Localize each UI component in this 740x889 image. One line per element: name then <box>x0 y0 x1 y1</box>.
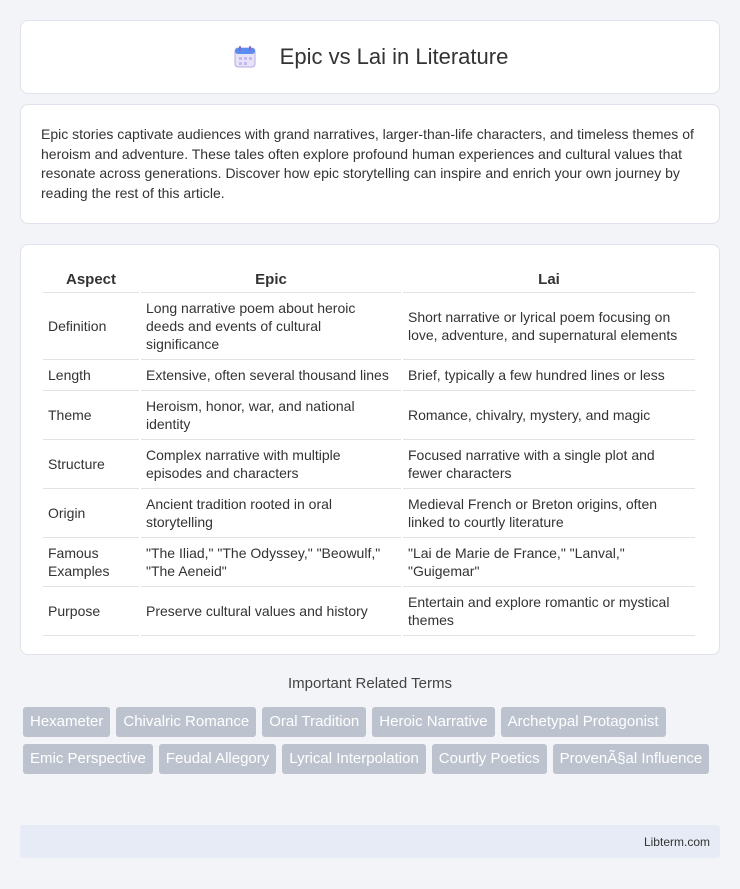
tag-lyrical-interpolation[interactable]: Lyrical Interpolation <box>282 744 426 774</box>
cell-lai: "Lai de Marie de France," "Lanval," "Guigemar" <box>403 538 695 587</box>
tag-feudal-allegory[interactable]: Feudal Allegory <box>159 744 276 774</box>
table-row <box>43 391 695 440</box>
related-terms-list <box>23 707 723 781</box>
cell-epic: Ancient tradition rooted in oral storytelling <box>141 489 401 538</box>
cell-lai: Brief, typically a few hundred lines or less <box>403 360 695 391</box>
header-aspect: Aspect <box>43 263 139 293</box>
tag-archetypal-protagonist[interactable]: Archetypal Protagonist <box>501 707 666 737</box>
tag-provencal-influence[interactable]: ProvenÃ§al Influence <box>553 744 710 774</box>
tag-emic-perspective[interactable]: Emic Perspective <box>23 744 153 774</box>
page-title: Epic vs Lai in Literature <box>279 44 509 69</box>
tag-heroic-narrative[interactable]: Heroic Narrative <box>372 707 494 737</box>
cell-epic: Long narrative poem about heroic deeds and events of cultural significance <box>141 293 401 360</box>
cell-aspect: Length <box>43 360 139 391</box>
table-row <box>43 587 695 636</box>
footer-site-link[interactable]: Libterm.com <box>643 835 710 849</box>
cell-lai: Romance, chivalry, mystery, and magic <box>403 391 695 440</box>
header-epic: Epic <box>141 263 401 293</box>
cell-lai: Entertain and explore romantic or mystical themes <box>403 587 695 636</box>
cell-lai: Focused narrative with a single plot and fewer characters <box>403 440 695 489</box>
intro-card <box>20 104 720 224</box>
footer <box>20 825 720 858</box>
table-row <box>43 440 695 489</box>
table-header-row <box>43 263 695 293</box>
table-row <box>43 538 695 587</box>
cell-epic: Preserve cultural values and history <box>141 587 401 636</box>
related-terms-title: Important Related Terms <box>288 675 452 692</box>
cell-aspect: Origin <box>43 489 139 538</box>
header-lai: Lai <box>403 263 695 293</box>
calendar-icon <box>232 44 258 70</box>
cell-aspect: Famous Examples <box>43 538 139 587</box>
comparison-card <box>20 244 720 655</box>
tag-hexameter[interactable]: Hexameter <box>23 707 110 737</box>
cell-aspect: Purpose <box>43 587 139 636</box>
cell-epic: Heroism, honor, war, and national identity <box>141 391 401 440</box>
table-row <box>43 293 695 360</box>
tag-courtly-poetics[interactable]: Courtly Poetics <box>432 744 547 774</box>
cell-lai: Medieval French or Breton origins, often linked to courtly literature <box>403 489 695 538</box>
cell-lai: Short narrative or lyrical poem focusing on love, adventure, and supernatural elements <box>403 293 695 360</box>
header-card <box>20 20 720 94</box>
table-row <box>43 360 695 391</box>
tag-oral-tradition[interactable]: Oral Tradition <box>262 707 366 737</box>
intro-text: Epic stories captivate audiences with grand narratives, larger-than-life characters, and timeless themes of heroism and adventure. These tales often explore profound human experiences and cultural values that resonate across generations. Discover how epic storytelling can inspire and enrich your own journey by reading the rest of this article. <box>41 126 694 201</box>
comparison-table <box>41 263 697 636</box>
cell-aspect: Theme <box>43 391 139 440</box>
table-row <box>43 489 695 538</box>
cell-epic: Extensive, often several thousand lines <box>141 360 401 391</box>
tag-chivalric-romance[interactable]: Chivalric Romance <box>116 707 256 737</box>
cell-epic: Complex narrative with multiple episodes and characters <box>141 440 401 489</box>
cell-aspect: Definition <box>43 293 139 360</box>
cell-epic: "The Iliad," "The Odyssey," "Beowulf," "The Aeneid" <box>141 538 401 587</box>
cell-aspect: Structure <box>43 440 139 489</box>
